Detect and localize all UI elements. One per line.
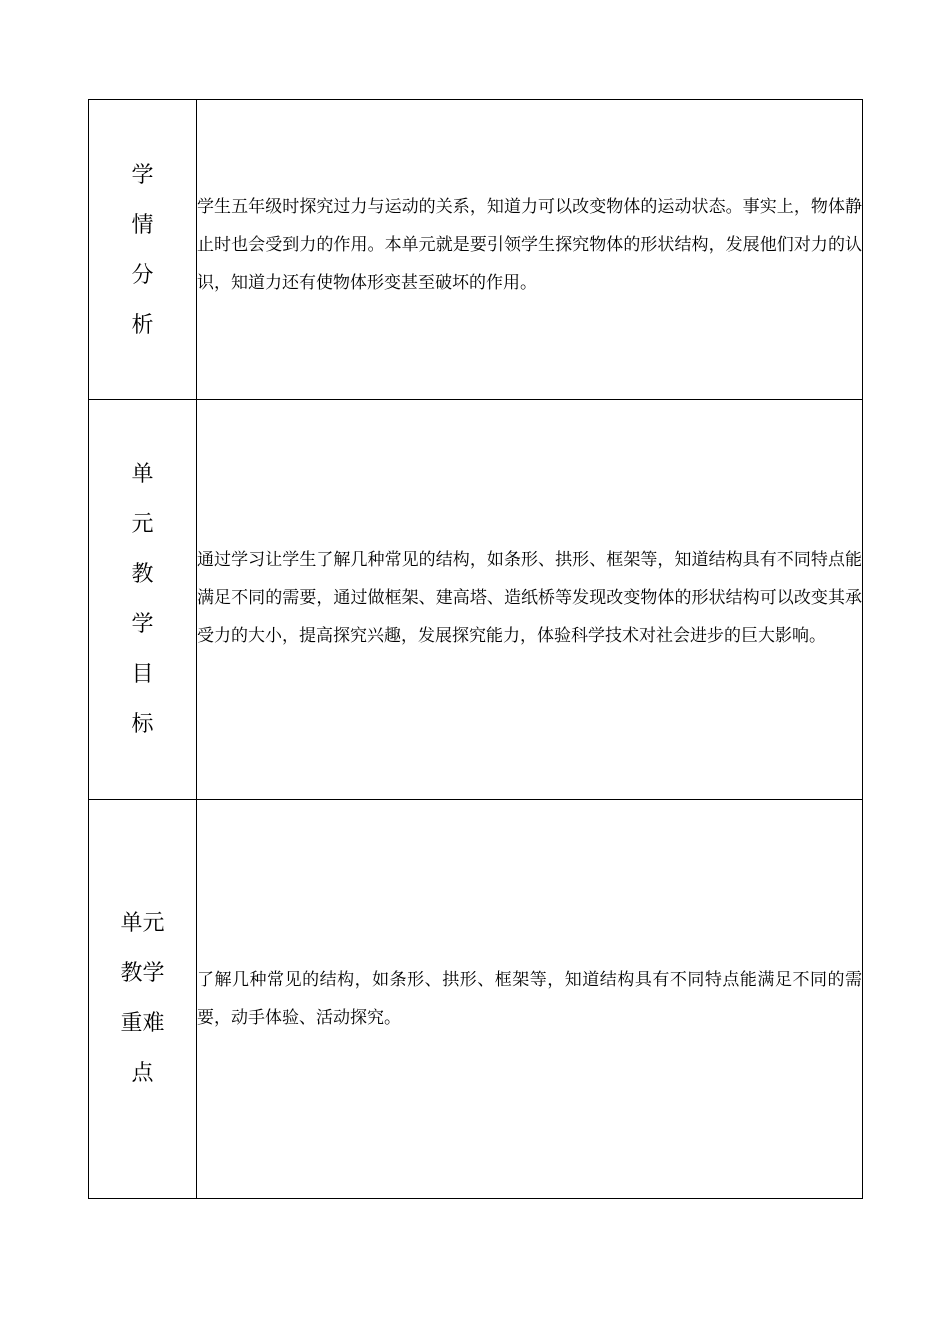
table-row-unit-objectives [89,400,863,800]
table-row-key-difficult-points [89,800,863,1199]
row-content-unit-objectives [197,400,863,800]
label-char: 情 [131,212,154,238]
row-content-key-difficult-points [197,800,863,1199]
lesson-plan-table [88,99,863,1199]
label-line: 点 [131,1061,154,1086]
label-line: 教学 [120,961,165,986]
label-char: 学 [131,162,154,188]
label-char: 分 [131,262,154,288]
label-line: 单元 [120,911,165,936]
label-char: 学 [131,611,154,637]
label-char: 单 [131,461,154,487]
label-char: 析 [131,312,154,338]
label-char: 元 [131,511,154,537]
row-label-unit-objectives [89,400,197,800]
table-row-learner-analysis [89,100,863,400]
row-label-learner-analysis [89,100,197,400]
content-text: 通过学习让学生了解几种常见的结构，如条形、拱形、框架等，知道结构具有不同特点能满足不同的需要，通过做框架、建高塔、造纸桥等发现改变物体的形状结构可以改变其承受力的大小，提高探究兴趣，发展探究能力，体验科学技术对社会进步的巨大影响。 [197,549,862,646]
label-char: 标 [131,711,154,737]
label-line: 重难 [120,1011,165,1036]
label-char: 目 [131,661,154,687]
row-content-learner-analysis [197,100,863,400]
content-text: 了解几种常见的结构，如条形、拱形、框架等，知道结构具有不同特点能满足不同的需要，动手体验、活动探究。 [197,970,862,1028]
content-text: 学生五年级时探究过力与运动的关系，知道力可以改变物体的运动状态。事实上，物体静止时也会受到力的作用。本单元就是要引领学生探究物体的形状结构，发展他们对力的认识，知道力还有使物体形变甚至破坏的作用。 [197,196,862,293]
row-label-key-difficult-points [89,800,197,1199]
label-char: 教 [131,561,154,587]
